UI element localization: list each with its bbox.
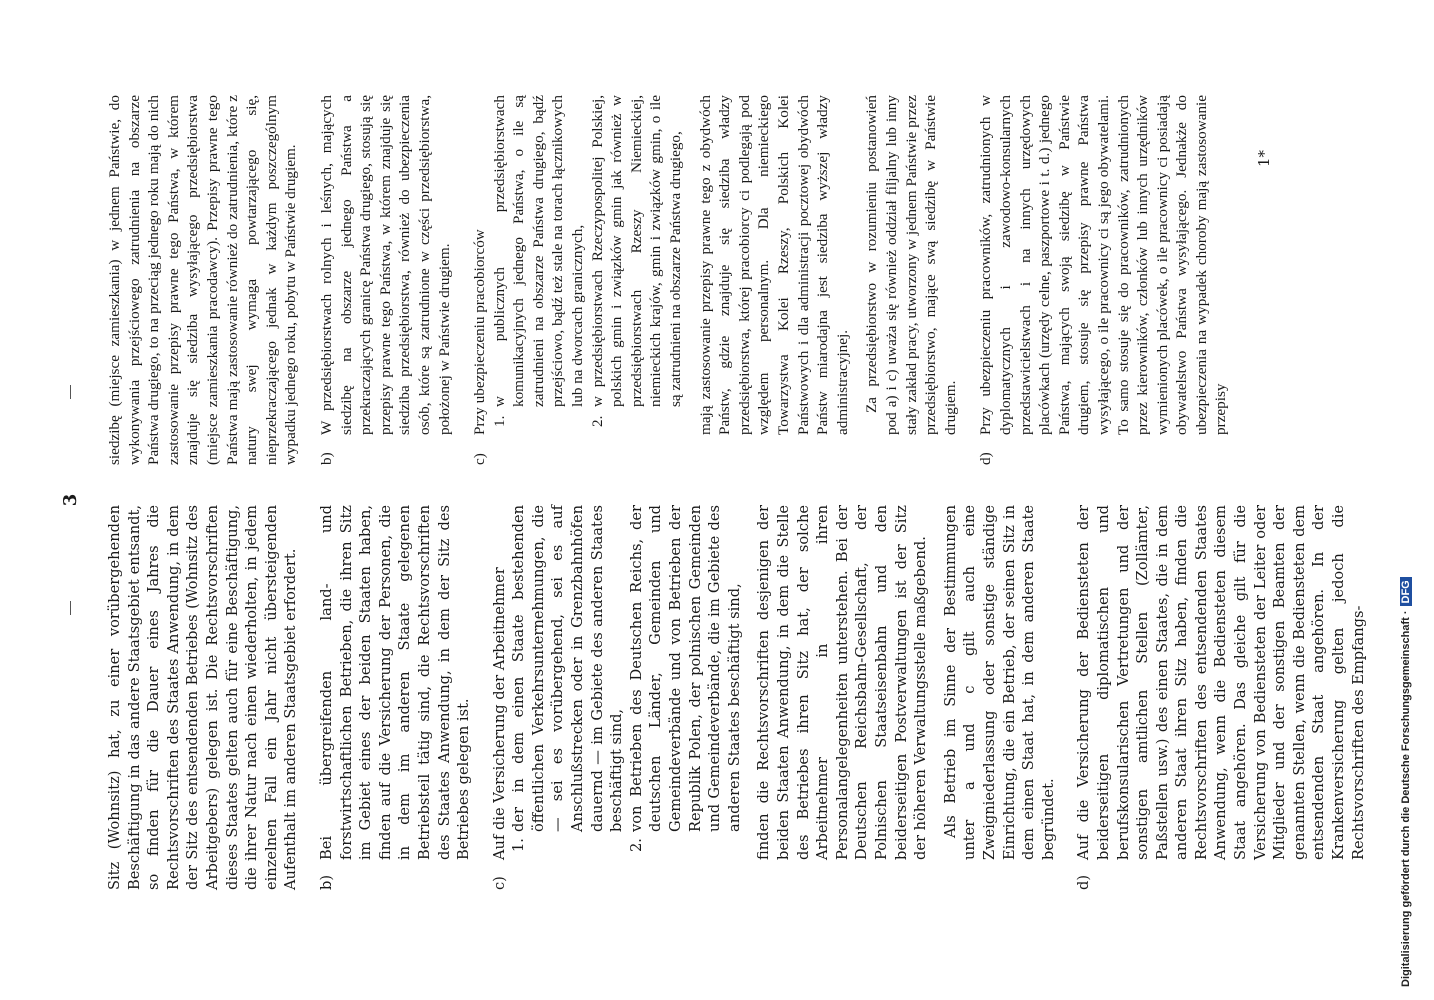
item-label: 1. bbox=[510, 838, 528, 852]
section-after-text: mają zastosowanie przepisy prawne tego z obydwóch Państw, gdzie znajduje się siedziba władzy przedsiębiorstwa, której pracobiorcy ci podlegają pod względem personalnym. Dla niemieckiego Towarzystwa Kolei Rzeszy, Polskich Kolei Państwowych i dla administracji pocztowej obydwóch Państw miarodajna jest siedziba wyższej władzy administracyjnej. bbox=[696, 95, 851, 435]
item-text: der in dem einen Staate bestehenden öffentlichen Verkehrsunternehmungen, die — sei es vorübergehend, sei es auf Anschlußstrecken oder in Grenzbahnhöfen dauernd — im Gebiete des anderen Staates beschäftigt sind, bbox=[510, 505, 626, 832]
section-label: c) bbox=[490, 876, 508, 890]
header-dash-right bbox=[70, 385, 71, 399]
section-label: b) bbox=[317, 874, 335, 890]
item-label: 2. bbox=[588, 415, 606, 427]
section-text: Przy ubezpieczeniu pracobiorców bbox=[471, 229, 489, 435]
page-header bbox=[60, 0, 100, 1000]
section-after-text: finden die Rechtsvorschriften desjenigen der beiden Staaten Anwendung, in dem die Stelle des Betriebes ihren Sitz hat, der solche Arbeitnehmer in ihren Personalangelegenheiten unterstehen. Bei der Deutschen Reichsbahn-Gesellschaft, der Polnischen Staatseisenbahn und den beiderseitigen Postverwaltungen ist der Sitz der höheren Verwaltungsstelle maßgebend. bbox=[755, 505, 930, 860]
dfg-logo: DFG bbox=[1400, 577, 1412, 606]
header-dash-left bbox=[70, 601, 71, 615]
section-after-text-2: Za przedsiębiorstwo w rozumieniu postanowień pod a) i c) uważa się również oddział filjalny lub inny stały zakład pracy, utworzony w jednem Państwie przez przedsiębiorstwo, mające swą siedzibę w Państwie drugiem. bbox=[863, 95, 959, 435]
german-section-d bbox=[1074, 505, 1368, 890]
polish-column bbox=[105, 95, 1245, 465]
german-intro: Sitz (Wohnsitz) hat, zu einer vorübergehenden Beschäftigung in das andere Staatsgebiet entsandt, so finden für die Dauer eines Jahres die Rechtsvorschriften des Staates Anwendung, in dem der Sitz des entsendenden Betriebes (Wohnsitz des Arbeitgebers) gelegen ist. Die Rechtsvorschriften dieses Staates gelten auch für eine Beschäftigung, die ihrer Natur nach einen wiederholten, in jedem einzelnen Fall ein Jahr nicht übersteigenden Aufenthalt im anderen Staatsgebiet erfordert. bbox=[106, 505, 300, 890]
list-item bbox=[509, 505, 627, 860]
page-number: 3 bbox=[60, 493, 81, 507]
german-section-c bbox=[490, 505, 1059, 890]
digitization-label: Digitalisierung gefördert durch die Deutsche Forschungsgemeinschaft · bbox=[1400, 610, 1412, 987]
list-item bbox=[627, 505, 745, 860]
item-text: w publicznych przedsiębiorstwach komunikacyjnych jednego Państwa, o ile są zatrudnieni na obszarze Państwa drugiego, bądź przejściowo, bądź też stale na torach łącznikowych lub na dworcach granicznych, bbox=[490, 95, 587, 407]
german-column bbox=[105, 505, 1367, 890]
list-item bbox=[588, 95, 686, 435]
section-label: d) bbox=[1075, 874, 1093, 890]
item-label: 2. bbox=[627, 838, 645, 852]
page-footer bbox=[1255, 0, 1273, 1000]
digitization-text bbox=[1400, 577, 1412, 987]
german-section-b bbox=[317, 505, 474, 890]
list-item bbox=[490, 95, 588, 435]
section-label: b) bbox=[317, 452, 335, 465]
section-text: W przedsiębiorstwach rolnych i leśnych, mających siedzibę na obszarze jednego Państwa a przekraczających granicę Państwa drugiego, stosują się przepisy prawne tego Państwa, w którem znajduje się siedziba przedsiębiorstwa, również do ubezpieczenia osób, które są zatrudnione w części przedsiębiorstwa, położonej w Państwie drugiem. bbox=[317, 95, 453, 435]
polish-section-b bbox=[317, 95, 454, 465]
footer-mark: 1* bbox=[1255, 150, 1273, 168]
item-label: 1. bbox=[490, 415, 508, 427]
section-text: Auf die Versicherung der Bediensteten der beiderseitigen diplomatischen und berufskonsularischen Vertretungen und der sonstigen amtlichen Stellen (Zollämter, Paßstellen usw.) des einen Staates, die in dem anderen Staat ihren Sitz haben, finden die Rechtsvorschriften des entsendenden Staates Anwendung, wenn die Bediensteten diesem Staat angehören. Das gleiche gilt für die Versicherung von Bediensteten der Leiter oder Mitglieder und der sonstigen Beamten der genannten Stellen, wenn die Bediensteten dem entsendenden Staat angehören. In der Krankenversicherung gelten jedoch die Rechtsvorschriften des Empfangs- bbox=[1075, 505, 1367, 860]
section-text: Bei übergreifenden land- und forstwirtschaftlichen Betrieben, die ihren Sitz im Gebiet eines der beiden Staaten haben, finden auf die Versicherung der Personen, die in dem im anderen Staate gelegenen Betriebsteil tätig sind, die Rechtsvorschriften des Staates Anwendung, in dem der Sitz des Betriebes gelegen ist. bbox=[317, 505, 473, 860]
item-text: w przedsiębiorstwach Rzeczypospolitej Polskiej, polskich gmin i związków gmin jak również w przedsiębiorstwach Rzeszy Niemieckiej, niemieckich krajów, gmin i związków gmin, o ile są zatrudnieni na obszarze Państwa drugiego, bbox=[588, 95, 685, 407]
polish-section-d bbox=[976, 95, 1231, 465]
polish-intro: siedzibę (miejsce zamieszkania) w jednem Państwie, do wykonywania przejściowego zatrudnienia na obszarze Państwa drugiego, to na przeciąg jednego roku mają do nich zastosowanie przepisy prawne tego Państwa, w którem znajduje się siedziba wysyłającego przedsiębiorstwa (miejsce zamieszkania pracodawcy). Przepisy prawne tego Państwa mają zastosowanie również do zatrudnienia, które z natury swej wymaga powtarzającego się, nieprzekraczającego jednak w każdym poszczególnym wypadku jednego roku, pobytu w Państwie drugiem. bbox=[106, 95, 300, 465]
section-text: Przy ubezpieczeniu pracowników, zatrudnionych w dyplomatycznych i zawodowo-konsularnych przedstawicielstwach i na innych urzędowych placówkach (urzędy celne, paszportowe i t. d.) jednego Państwa, mających swoją siedzibę w Państwie drugiem, stosuje się przepisy prawne Państwa wysyłającego, o ile pracownicy ci są jego obywatelami. To samo stosuje się do pracowników, zatrudnionych przez kierowników, członków lub innych urzędników wymienionych placówek, o ile pracownicy ci posiadają obywatelstwo Państwa wysyłającego. Jednakże do ubezpieczenia na wypadek choroby mają zastosowanie przepisy bbox=[977, 95, 1230, 435]
section-text: Auf die Versicherung der Arbeitnehmer bbox=[490, 567, 508, 860]
section-label: d) bbox=[977, 452, 995, 465]
section-after-text-2: Als Betrieb im Sinne der Bestimmungen unter a und c gilt auch eine Zweigniederlassung oder sonstige ständige Einrichtung, die ein Betrieb, der seinen Sitz in dem einen Staat hat, in dem anderen Staate begründet. bbox=[941, 505, 1057, 860]
digitization-note bbox=[1400, 12, 1424, 992]
item-text: von Betrieben des Deutschen Reichs, der deutschen Länder, Gemeinden und Gemeindeverbände und von Betrieben der Republik Polen, der polnischen Gemeinden und Gemeindeverbände, die im Gebiete des anderen Staates beschäftigt sind, bbox=[627, 505, 743, 832]
polish-section-c bbox=[470, 95, 960, 465]
section-label: c) bbox=[471, 453, 489, 465]
